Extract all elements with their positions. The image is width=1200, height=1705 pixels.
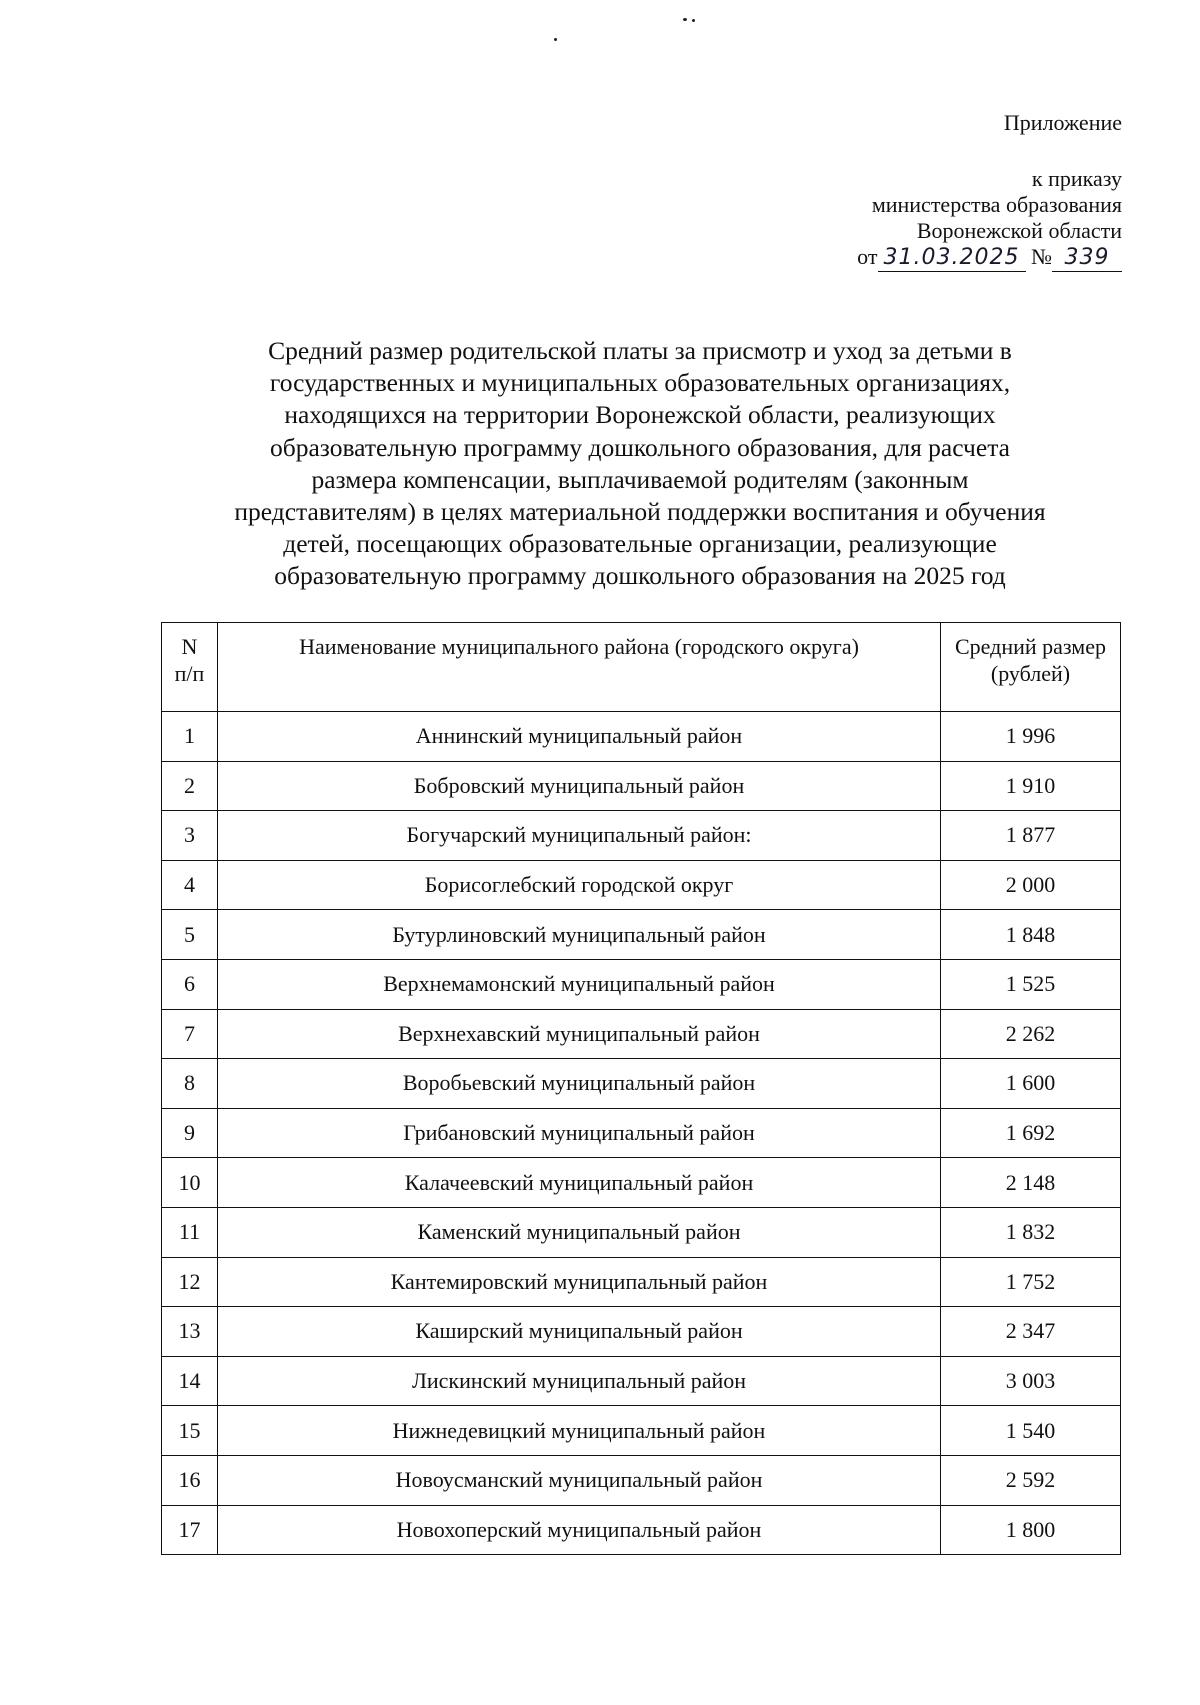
average-payment: 2 262 (941, 1009, 1121, 1059)
average-payment: 1 800 (941, 1505, 1121, 1555)
order-date-number-line (857, 244, 1122, 272)
row-number: 15 (162, 1406, 218, 1456)
row-number: 13 (162, 1307, 218, 1357)
row-number: 17 (162, 1505, 218, 1555)
title-line: представителям) в целях материальной поддержки воспитания и обучения (234, 497, 1046, 527)
district-name: Кантемировский муниципальный район (218, 1257, 941, 1307)
table-row (162, 1108, 1121, 1158)
row-number: 12 (162, 1257, 218, 1307)
average-payment: 3 003 (941, 1356, 1121, 1406)
row-number: 2 (162, 761, 218, 811)
header-value-line: (рублей) (990, 661, 1071, 686)
order-line: к приказу (1031, 166, 1122, 191)
average-payment: 1 752 (941, 1257, 1121, 1307)
scan-speck (683, 18, 687, 21)
title-line: образовательную программу дошкольного образования на 2025 год (274, 561, 1006, 591)
district-name: Борисоглебский городской округ (218, 860, 941, 910)
district-name: Воробьевский муниципальный район (218, 1059, 941, 1109)
row-number: 1 (162, 712, 218, 762)
district-name: Каширский муниципальный район (218, 1307, 941, 1357)
row-number: 4 (162, 860, 218, 910)
average-payment: 1 540 (941, 1406, 1121, 1456)
district-name: Верхнемамонский муниципальный район (218, 959, 941, 1009)
average-payment: 2 148 (941, 1158, 1121, 1208)
title-line: находящихся на территории Воронежской области, реализующих (284, 400, 996, 430)
table-row (162, 1059, 1121, 1109)
average-payment: 2 347 (941, 1307, 1121, 1357)
district-name: Калачеевский муниципальный район (218, 1158, 941, 1208)
order-reference (857, 166, 1122, 272)
average-payment: 1 910 (941, 761, 1121, 811)
header-value-line: Средний размер (955, 634, 1106, 659)
average-payment: 1 996 (941, 712, 1121, 762)
appendix-label: Приложение (1003, 110, 1122, 135)
average-payment: 2 592 (941, 1455, 1121, 1505)
row-number: 10 (162, 1158, 218, 1208)
table-row (162, 811, 1121, 861)
table-row (162, 1257, 1121, 1307)
title-line: Средний размер родительской платы за присмотр и уход за детьми в (268, 336, 1012, 365)
table-row (162, 712, 1121, 762)
scan-speck (554, 38, 557, 41)
average-payment: 1 877 (941, 811, 1121, 861)
header-value (941, 623, 1121, 712)
table-row (162, 1455, 1121, 1505)
title-line: детей, посещающих образовательные организации, реализующие (283, 529, 997, 559)
average-payment: 1 600 (941, 1059, 1121, 1109)
table-row (162, 1505, 1121, 1555)
row-number: 7 (162, 1009, 218, 1059)
row-number: 8 (162, 1059, 218, 1109)
header-number-line: п/п (174, 661, 205, 686)
district-name: Новоусманский муниципальный район (218, 1455, 941, 1505)
district-name: Бобровский муниципальный район (218, 761, 941, 811)
table-row (162, 1406, 1121, 1456)
table-header-row (162, 623, 1121, 712)
table-row (162, 1356, 1121, 1406)
table-row (162, 959, 1121, 1009)
district-name: Богучарский муниципальный район: (218, 811, 941, 861)
order-line: министерства образования (871, 192, 1122, 217)
table-row (162, 1307, 1121, 1357)
row-number: 5 (162, 910, 218, 960)
date-prefix: от (857, 244, 878, 269)
average-payment: 2 000 (941, 860, 1121, 910)
average-payment: 1 692 (941, 1108, 1121, 1158)
row-number: 6 (162, 959, 218, 1009)
row-number: 11 (162, 1207, 218, 1257)
district-name: Грибановский муниципальный район (218, 1108, 941, 1158)
table-row (162, 910, 1121, 960)
scan-speck (692, 19, 695, 22)
row-number: 3 (162, 811, 218, 861)
order-date-handwritten: 31.03.2025 (878, 245, 1026, 272)
number-prefix: № (1031, 244, 1052, 269)
district-name: Бутурлиновский муниципальный район (218, 910, 941, 960)
order-line: Воронежской области (916, 218, 1122, 243)
document-title (180, 335, 1100, 593)
order-number-handwritten: 339 (1052, 245, 1122, 272)
table-row (162, 1207, 1121, 1257)
district-name: Новохоперский муниципальный район (218, 1505, 941, 1555)
district-name: Верхнехавский муниципальный район (218, 1009, 941, 1059)
header-name: Наименование муниципального района (городского округа) (218, 623, 941, 712)
average-payment: 1 525 (941, 959, 1121, 1009)
district-name: Нижнедевицкий муниципальный район (218, 1406, 941, 1456)
average-payment: 1 848 (941, 910, 1121, 960)
average-payment: 1 832 (941, 1207, 1121, 1257)
district-name: Лискинский муниципальный район (218, 1356, 941, 1406)
district-name: Каменский муниципальный район (218, 1207, 941, 1257)
header-number-line: N (181, 634, 198, 659)
payment-table (161, 622, 1121, 1555)
title-line: образовательную программу дошкольного образования, для расчета (270, 432, 1010, 462)
title-line: размера компенсации, выплачиваемой родителям (законным (311, 464, 969, 494)
table-row (162, 860, 1121, 910)
title-line: государственных и муниципальных образовательных организациях, (269, 368, 1011, 398)
table-row (162, 1009, 1121, 1059)
row-number: 9 (162, 1108, 218, 1158)
table-row (162, 761, 1121, 811)
row-number: 16 (162, 1455, 218, 1505)
row-number: 14 (162, 1356, 218, 1406)
table-row (162, 1158, 1121, 1208)
header-number (162, 623, 218, 712)
district-name: Аннинский муниципальный район (218, 712, 941, 762)
